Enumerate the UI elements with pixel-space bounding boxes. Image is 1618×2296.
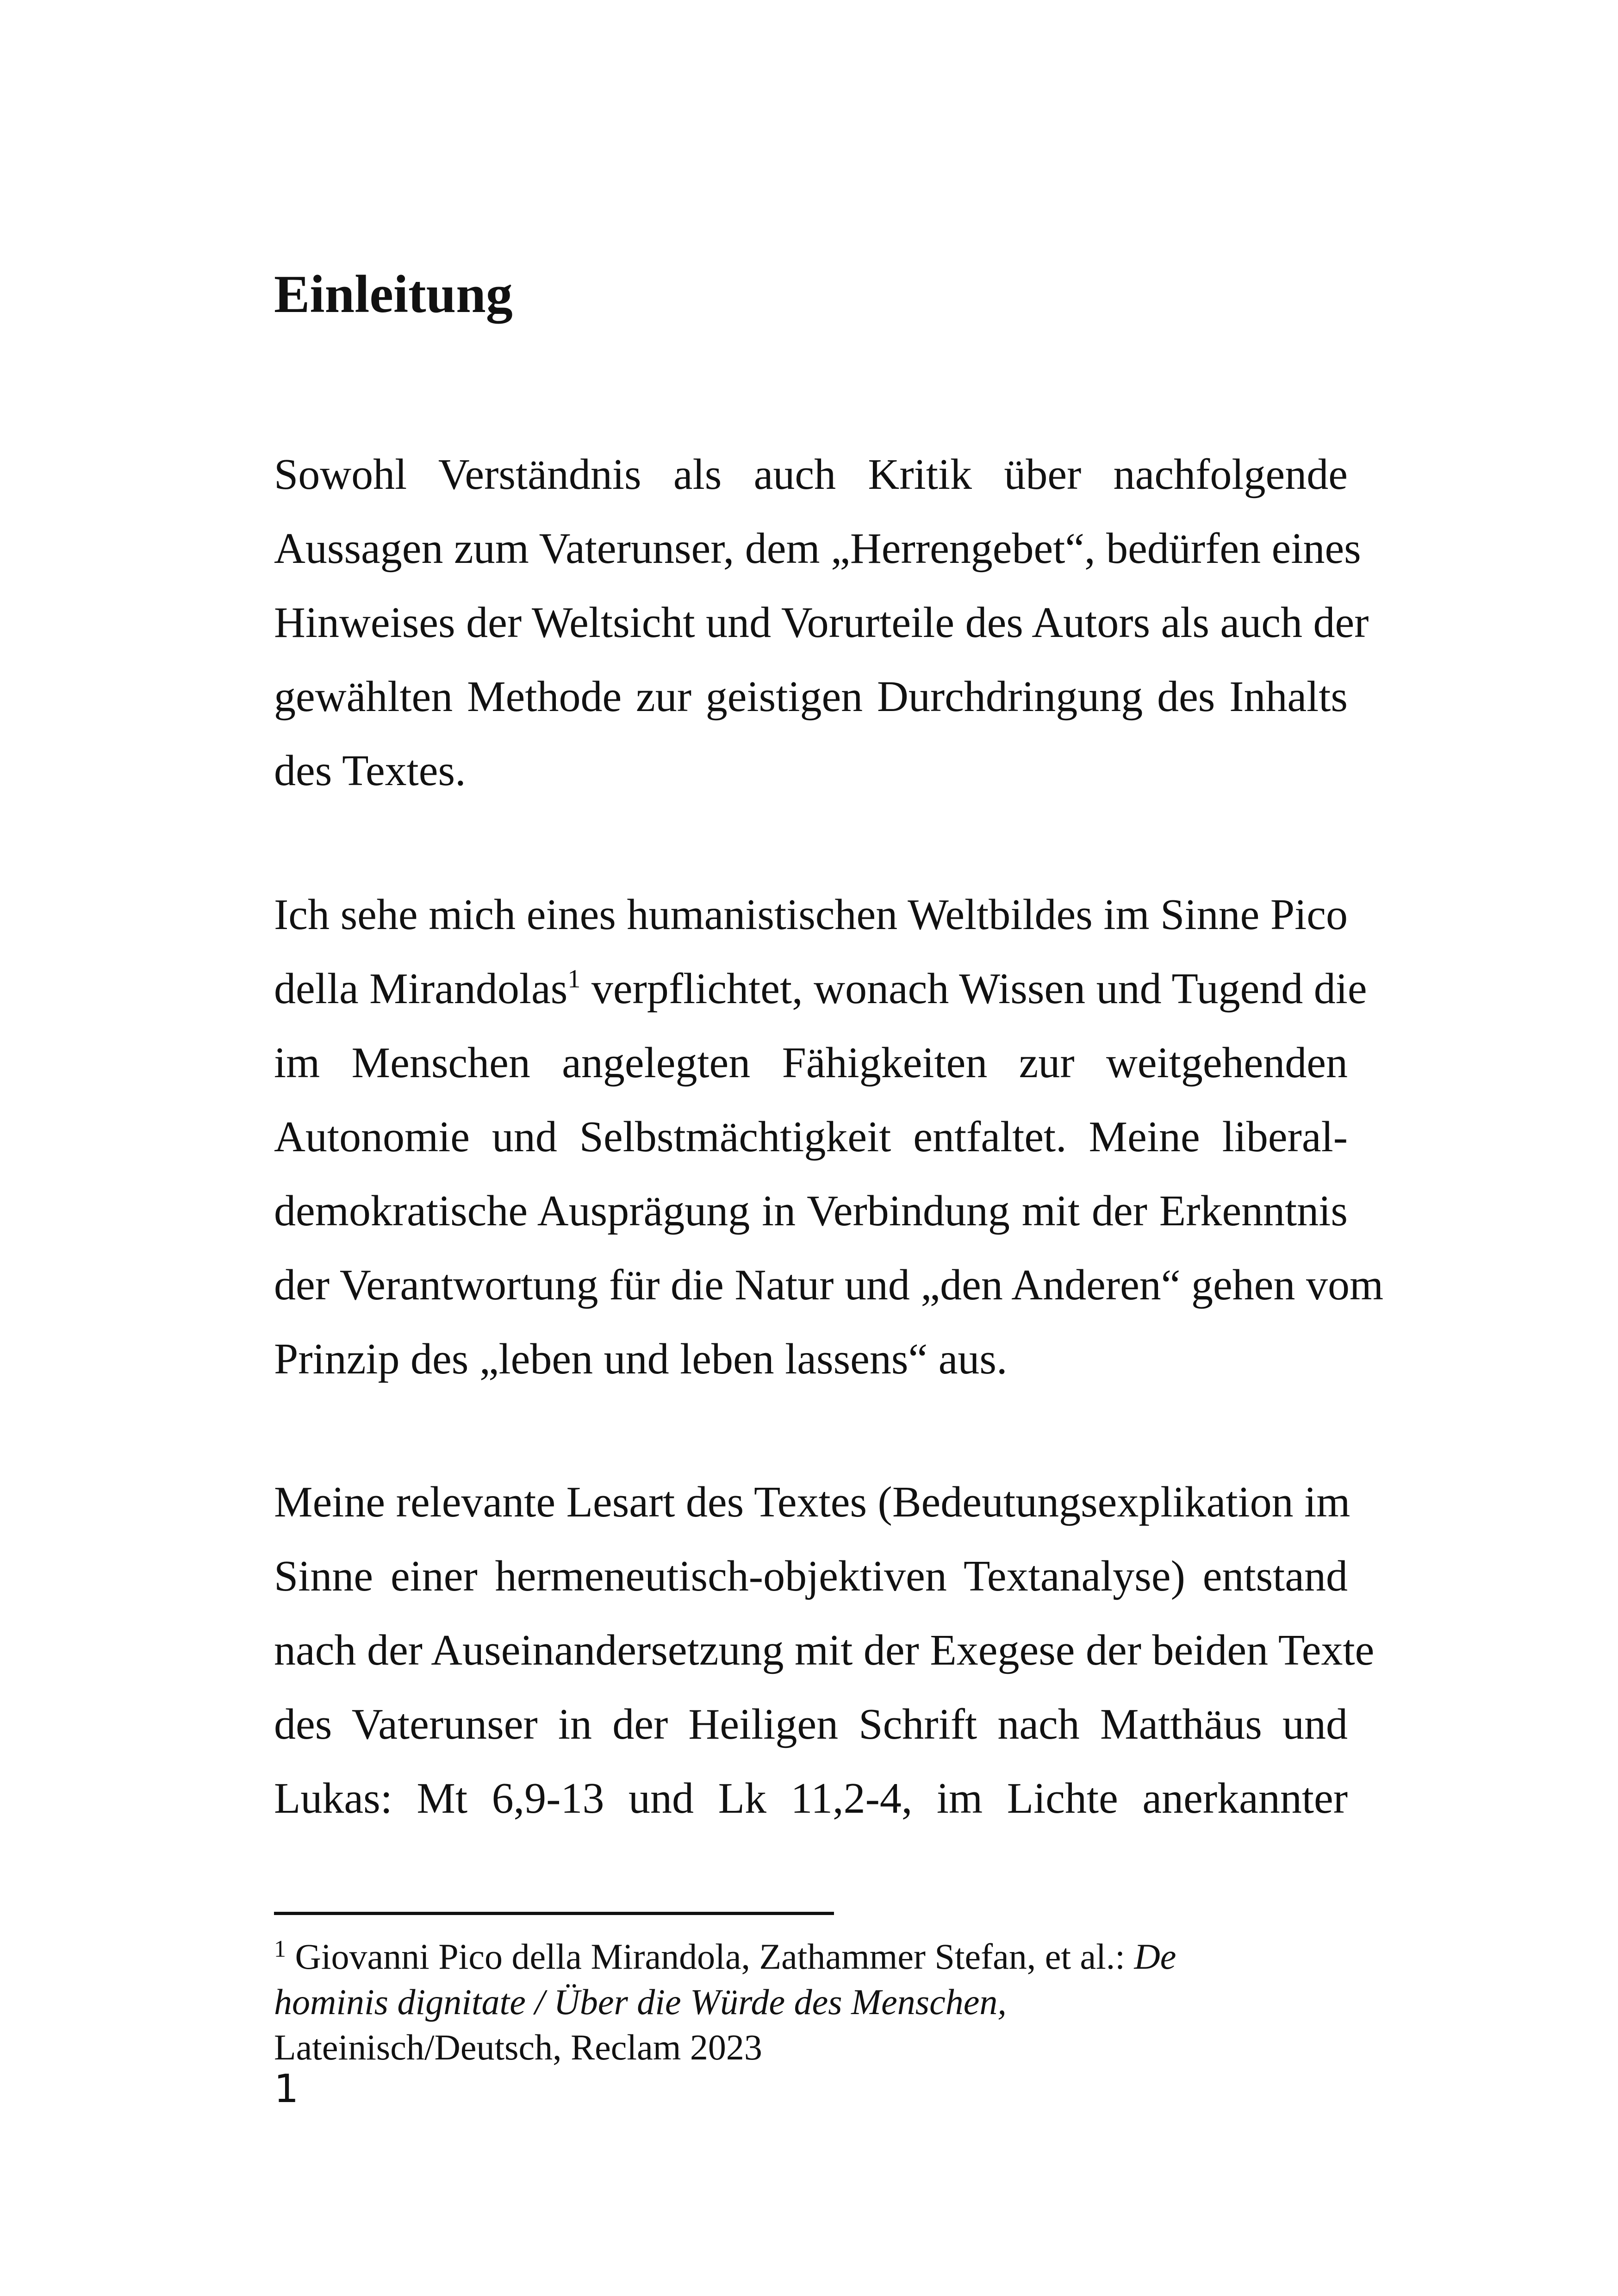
text-fragment: della Mirandolas [274,965,568,1013]
footnote-line: Lateinisch/Deutsch, Reclam 2023 [274,2027,762,2067]
paragraph-line: gewählten Methode zur geistigen Durchdringung des Inhalts [274,673,1348,721]
footnote-line [274,1934,1348,1979]
paragraph-1 [274,437,1369,808]
paragraph-line: Sinne einer hermeneutisch-objektiven Textanalyse) entstand [274,1552,1348,1600]
paragraph-line: demokratische Ausprägung in Verbindung mit der Erkenntnis [274,1187,1348,1235]
paragraph-2 [274,878,1384,1396]
text-fragment: verpflichtet, wonach Wissen und Tugend die [580,965,1367,1013]
paragraph-line: Hinweises der Weltsicht und Vorurteile des Autors als auch der [274,599,1369,647]
paragraph-line: Prinzip des „leben und leben lassens“ aus. [274,1335,1008,1383]
paragraph-line: Meine relevante Lesart des Textes (Bedeutungsexplikation im [274,1478,1350,1526]
page-number: 1 [274,2066,299,2111]
footnote-author-text: Giovanni Pico della Mirandola, Zathammer Stefan, et al.: [286,1936,1134,1977]
footnote-line [274,1979,1348,2025]
paragraph-line: der Verantwortung für die Natur und „den Anderen“ gehen vom [274,1261,1384,1309]
footnote-separator [274,1912,834,1915]
footnote-title: hominis dignitate / Über die Würde des Menschen, [274,1982,1007,2022]
paragraph-line-with-footnote-ref [274,952,1367,1026]
section-heading: Einleitung [274,265,513,324]
paragraph-line: Lukas: Mt 6,9-13 und Lk 11,2-4, im Lichte anerkannter [274,1774,1348,1822]
paragraph-line: nach der Auseinandersetzung mit der Exegese der beiden Texte [274,1626,1375,1674]
paragraph-line: Ich sehe mich eines humanistischen Weltbildes im Sinne Pico [274,891,1348,939]
paragraph-line: Sowohl Verständnis als auch Kritik über nachfolgende [274,450,1348,499]
footnote [274,1934,1348,2070]
paragraph-line: des Vaterunser in der Heiligen Schrift nach Matthäus und [274,1700,1348,1748]
footnote-title: De [1134,1936,1176,1977]
paragraph-line: des Textes. [274,747,466,795]
paragraph-3 [274,1465,1375,1835]
paragraph-line: im Menschen angelegten Fähigkeiten zur weitgehenden [274,1039,1348,1087]
footnote-marker: 1 [274,1936,286,1962]
footnote-reference[interactable]: 1 [567,965,581,993]
paragraph-line: Aussagen zum Vaterunser, dem „Herrengebet“, bedürfen eines [274,524,1361,573]
paragraph-line: Autonomie und Selbstmächtigkeit entfaltet. Meine liberal- [274,1113,1348,1161]
